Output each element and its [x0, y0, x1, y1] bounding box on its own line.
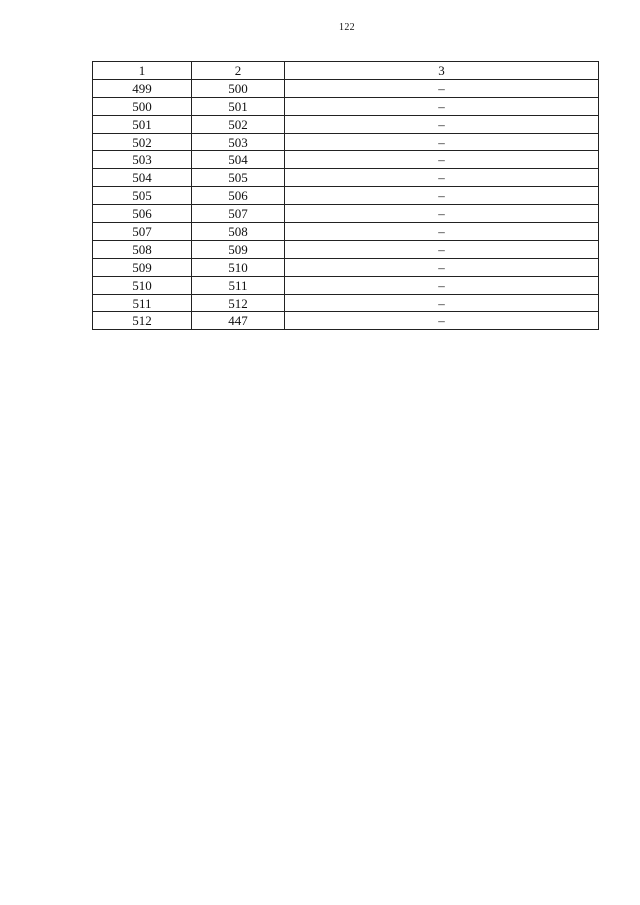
table-cell: 499 [93, 79, 192, 97]
table-cell: 510 [93, 276, 192, 294]
table-row [93, 294, 599, 312]
table-cell: – [285, 115, 599, 133]
table-cell: 502 [192, 115, 285, 133]
table-cell: 501 [93, 115, 192, 133]
table-row [93, 79, 599, 97]
data-table [92, 61, 599, 330]
table-cell: 508 [93, 240, 192, 258]
table-cell: – [285, 169, 599, 187]
table-row [93, 223, 599, 241]
table-row [93, 115, 599, 133]
table-cell: 503 [93, 151, 192, 169]
table-row [93, 205, 599, 223]
table-cell: – [285, 79, 599, 97]
column-header-3: 3 [285, 62, 599, 80]
table-cell: 504 [192, 151, 285, 169]
table-cell: – [285, 240, 599, 258]
table-cell: – [285, 312, 599, 330]
table-cell: – [285, 151, 599, 169]
table-cell: – [285, 223, 599, 241]
table-cell: 500 [192, 79, 285, 97]
table-cell: 501 [192, 97, 285, 115]
table-cell: 503 [192, 133, 285, 151]
table-row [93, 169, 599, 187]
table-cell: – [285, 294, 599, 312]
table-cell: 506 [93, 205, 192, 223]
table-cell: 506 [192, 187, 285, 205]
table-cell: – [285, 133, 599, 151]
table-cell: 507 [93, 223, 192, 241]
table-row [93, 258, 599, 276]
table-cell: 509 [93, 258, 192, 276]
table-row [93, 133, 599, 151]
table-cell: 512 [192, 294, 285, 312]
table-cell: 511 [192, 276, 285, 294]
table-row [93, 97, 599, 115]
table-row [93, 187, 599, 205]
table-cell: 508 [192, 223, 285, 241]
table-row [93, 276, 599, 294]
table-cell: 507 [192, 205, 285, 223]
table-row [93, 312, 599, 330]
table-cell: 500 [93, 97, 192, 115]
table-cell: – [285, 97, 599, 115]
table-cell: 512 [93, 312, 192, 330]
column-header-2: 2 [192, 62, 285, 80]
column-header-1: 1 [93, 62, 192, 80]
table-cell: 447 [192, 312, 285, 330]
table-header-row [93, 62, 599, 80]
page-number: 122 [339, 22, 355, 33]
table-row [93, 240, 599, 258]
table-cell: – [285, 187, 599, 205]
table-cell: 505 [192, 169, 285, 187]
table-cell: – [285, 258, 599, 276]
table-cell: 509 [192, 240, 285, 258]
table-cell: 504 [93, 169, 192, 187]
table-cell: 505 [93, 187, 192, 205]
table-cell: 511 [93, 294, 192, 312]
table-cell: 510 [192, 258, 285, 276]
table-cell: 502 [93, 133, 192, 151]
table-row [93, 151, 599, 169]
table-cell: – [285, 205, 599, 223]
table-cell: – [285, 276, 599, 294]
